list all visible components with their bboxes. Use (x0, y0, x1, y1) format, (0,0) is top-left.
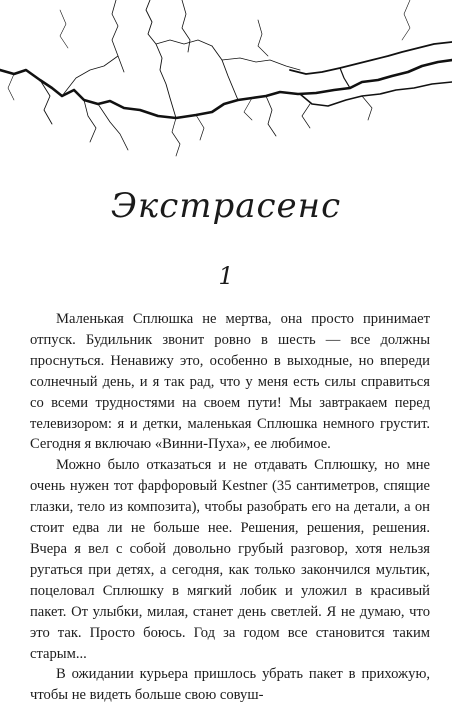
chapter-number: 1 (218, 262, 234, 290)
paragraph: Маленькая Сплюшка не мертва, она просто принимает отпуск. Будильник звонит ровно в шесть — все должны проснуться. Ненавижу это, особенно в выходные, но впереди солнечный день, и я так рад, что у меня есть силы справиться со всеми трудностями на своем пути! Мы завтракаем перед телевизором: я и детки, маленькая Сплюшка немного грустит. Сегодня я включаю «Винни-Пуха», ее любимое. (30, 311, 430, 453)
paragraph: Можно было отказаться и не отдавать Сплюшку, но мне очень нужен тот фарфоровый Kestner (35 сантиметров, спящие глазки, тело из композита), чтобы разобрать его на детали, а он стоит едва ли не больше нее. Решения, решения, решения. Вчера я вел с собой довольно грубый разговор, хотя нельзя ругаться при детях, а сегодня, как только закончился мультик, поцеловал Сплюшку в мягкий лобик и уложил в красивый пакет. От улыбки, милая, станет день светлей. Я не думаю, что это так. Просто боюсь. Год за годом все становится таким старым... (30, 457, 430, 662)
chapter-title: Экстрасенс (110, 186, 342, 226)
lower-right-crack (300, 82, 452, 106)
upper-right-crack (290, 42, 452, 74)
chapter-body (30, 309, 430, 706)
paragraph: В ожидании курьера пришлось убрать пакет в прихожую, чтобы не видеть больше свою совуш- (30, 666, 430, 704)
cracked-surface-illustration (0, 0, 452, 175)
